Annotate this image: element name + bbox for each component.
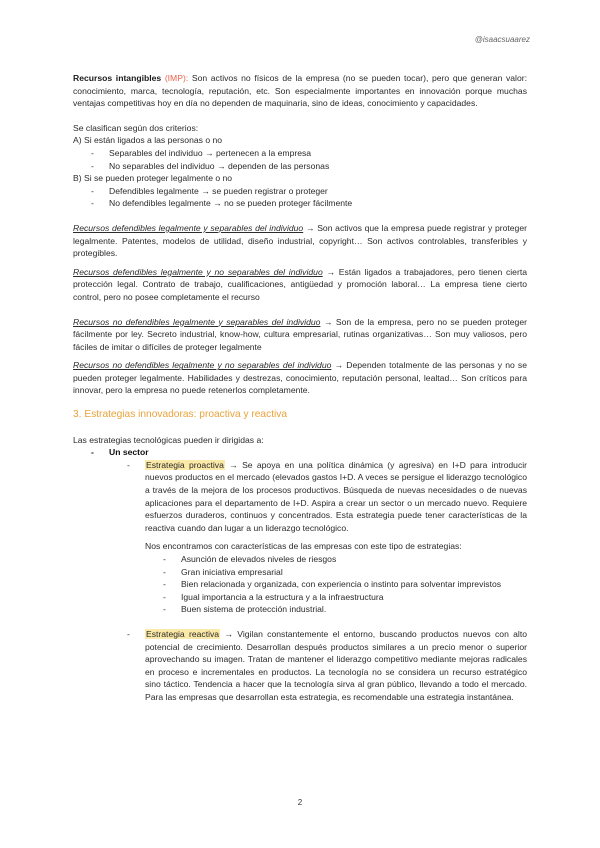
list-item: - Igual importancia a la estructura y a la infraestructura [181, 591, 527, 604]
criteria-intro: Se clasifican según dos criterios: [73, 122, 199, 133]
type-text: → Son de la empresa, pero no se pueden proteger fácilmente por ley. Secreto industrial, know-how, cultura empresarial, rutinas organizativas… Son muy valiosos, pero fáciles de imitar o difíciles de proteger legalmente [73, 316, 527, 352]
reactive-text: → Vigilan constantemente el entorno, buscando productos nuevos con alto potencial de crecimiento. Desarrollan después productos similares a un precio menor o superior aprovechando su imagen. Tratan de mantener el liderazgo competitivo mediante mejoras radicales en proceso e incrementales en productos. La tecnología no se considera un recurso estratégico sino táctico. Tendencia a hacer que la tecnología sirva al gran público, llevando a todo el mercado. Para las empresas que desarrollan esta estrategia, es recomendable una estrategia instantánea. [145, 628, 528, 702]
proactive-strategy: - Estrategia proactiva → Se apoya en una política dinámica (y agresiva) en I+D para introducir nuevos productos en el mercado (elevados gastos I+D. A veces se persigue el liderazgo tecnológico a través de la mejora de los procesos productivos. Búsqueda de nuevas necesidades o de nuevas aplicaciones para el departamento de I+D. Aspira a crear un sector o un mercado nuevo. Requiere esfuerzos duraderos, continuos y concentrados. Esta estrategia puede tener características de la reactiva cuando dan lugar a un liderazgo tecnológico. [127, 459, 528, 533]
page-body [73, 72, 527, 704]
list-item: - Defendibles legalmente → se pueden registrar o proteger [73, 185, 527, 198]
type-term: Recursos defendibles legalmente y separables del individuo [73, 222, 304, 233]
criteria-a-list [73, 147, 527, 172]
proactive-text: → Se apoya en una política dinámica (y agresiva) en I+D para introducir nuevos productos en el mercado (elevados gastos I+D. A veces se persigue el liderazgo tecnológico a través de la mejora de los procesos productivos. Búsqueda de nuevas necesidades o de nuevas aplicaciones para el departamento de I+D. Aspira a crear un sector o un mercado nuevo. Requiere esfuerzos duraderos, continuos y concentrados. Esta estrategia puede tener características de la reactiva cuando dan lugar a un liderazgo tecnológico. [145, 459, 528, 533]
list-item: - Separables del individuo → pertenecen a la empresa [73, 147, 527, 160]
criteria-b-list [73, 185, 527, 210]
criteria-b-title: B) Si se pueden proteger legalmente o no [73, 173, 233, 184]
intangibles-definition: Son activos no físicos de la empresa (no se pueden tocar), pero que generan valor: conocimiento, marca, tecnología, reputación, etc. Son especialmente importantes en innovación porque muchas ventajas competitivas hoy en día no dependen de maquinaria, sino de ideas, conocimiento y capacidades. [73, 73, 527, 109]
type-paragraph-1 [73, 222, 527, 260]
type-paragraph-3 [73, 316, 527, 354]
criteria-a-title: A) Si están ligados a las personas o no [73, 135, 223, 146]
section-intro: Las estrategias tecnológicas pueden ir dirigidas a: [73, 434, 264, 445]
proactive-characteristics [73, 553, 527, 616]
proactive-name: Estrategia proactiva [146, 459, 224, 470]
type-text: → Están ligados a trabajadores, pero tienen cierta protección legal. Contrato de trabajo, cualificaciones, antigüedad y promoción laboral… La empresa tiene cierto control, pero no posee completamente el recurso [73, 266, 527, 302]
type-paragraph-2 [73, 266, 527, 304]
type-term: Recursos no defendibles legalmente y no separables del individuo [73, 360, 332, 371]
list-item: - No separables del individuo → dependen de las personas [73, 160, 527, 173]
intangibles-abbr: (IMP): [164, 73, 189, 83]
type-term: Recursos defendibles legalmente y no separables del individuo [73, 266, 323, 277]
author-handle: @isaacsuaarez [474, 35, 530, 44]
type-text: → Son activos que la empresa puede registrar y proteger legalmente. Patentes, modelos de utilidad, diseño industrial, copyright… Son activos controlables, transferibles y protegibles. [73, 222, 527, 259]
list-item: - Asunción de elevados niveles de riesgos [181, 553, 527, 566]
list-item: - No defendibles legalmente → no se pueden proteger fácilmente [73, 197, 527, 210]
list-item: - Bien relacionada y organizada, con experiencia o instinto para solventar imprevistos [181, 578, 527, 591]
sector-label: - Un sector [73, 446, 527, 459]
section-heading: 3. Estrategias innovadoras: proactiva y reactiva [73, 409, 288, 421]
intangibles-paragraph [73, 72, 527, 110]
list-item: - Buen sistema de protección industrial. [181, 603, 527, 616]
page-number: 2 [297, 798, 303, 807]
reactive-name: Estrategia reactiva [146, 628, 220, 639]
proactive-char-intro: Nos encontramos con características de las empresas con este tipo de estrategias: [145, 541, 462, 552]
type-paragraph-4 [73, 359, 527, 397]
intangibles-term: Recursos intangibles [73, 73, 162, 83]
list-item: - Gran iniciativa empresarial [181, 566, 527, 579]
type-text: → Dependen totalmente de las personas y no se pueden proteger legalmente. Habilidades y destrezas, conocimiento, reputación personal, lealtad… Son críticos para innovar, pero la empresa no puede retenerlos completamente. [73, 360, 527, 396]
reactive-strategy: - Estrategia reactiva → Vigilan constantemente el entorno, buscando productos nuevos con alto potencial de crecimiento. Desarrollan después productos similares a un precio menor o superior aprovechando su imagen. Tratan de mantener el liderazgo competitivo mediante mejoras radicales en proceso e incrementales en productos. La tecnología no se considera un recurso estratégico sino táctico. Tendencia a hacer que la tecnología sirva al gran público, llevando a todo el mercado. Para las empresas que desarrollan esta estrategia, es recomendable una estrategia instantánea. [127, 628, 528, 702]
type-term: Recursos no defendibles legalmente y separables del individuo [73, 316, 321, 327]
